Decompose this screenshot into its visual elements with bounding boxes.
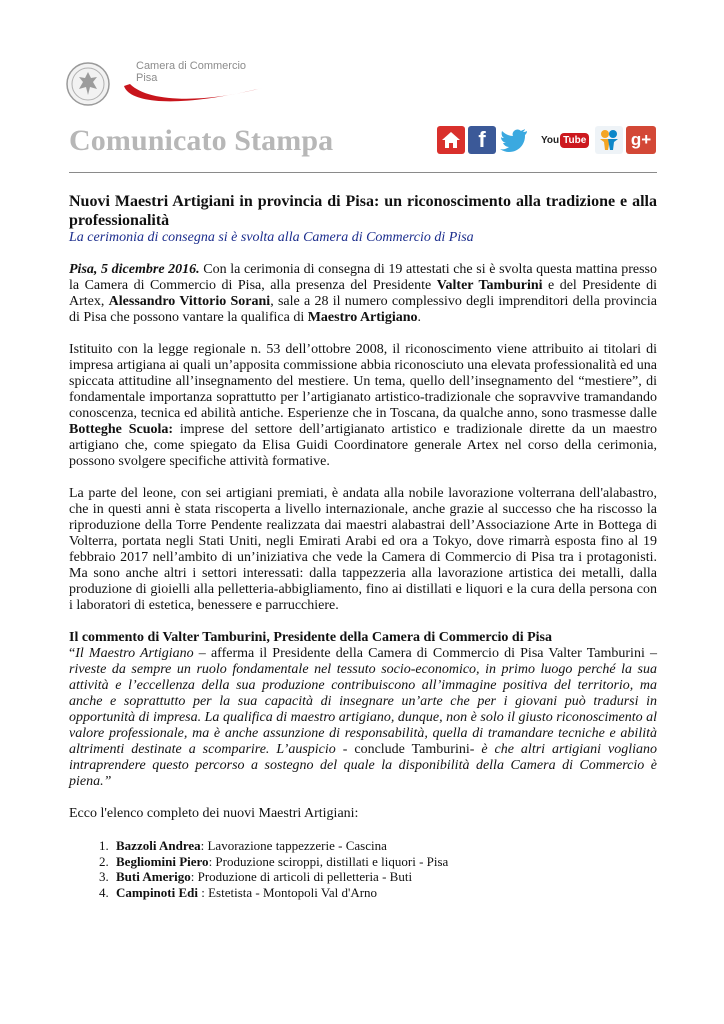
facebook-icon[interactable]	[468, 126, 496, 154]
paragraph-text: , sale a 28 il numero complessivo degli imprenditori della provincia di Pisa che possono vantare la qualifica di	[69, 294, 657, 325]
paragraph-intro	[69, 262, 657, 326]
quote-mark: “	[69, 646, 76, 661]
list-intro: Ecco l'elenco completo dei nuovi Maestri Artigiani:	[69, 806, 359, 821]
paragraph-text: e del Presidente di Artex,	[69, 278, 657, 309]
artisan-description: : Estetista - Montopoli Val d'Arno	[198, 884, 378, 900]
paragraph-text: Con la cerimonia di consegna di 19 attestati che si è svolta questa mattina presso la Camera di Commercio di Pisa, alla presenza del Presidente	[69, 262, 657, 293]
paragraph-text: Istituito con la legge regionale n. 53 dell’ottobre 2008, il riconoscimento viene attribuito ai titolari di impresa artigiana ai quali un’apposita commissione abbia riconosciuto una elevata professionalità ed una spiccata attitudine all’insegnamento del mestiere. Un tema, quello dell’insegnamento del “mestiere”, di fondamentale importanza soprattutto per l’artigianato artistico-tradizionale che sopravvive tramandando conoscenza, tecnica ed abilità antiche. Esperienze che in Toscana, da qualche anno, sono trasmesse dalle	[69, 342, 657, 421]
qualification-name: Maestro Artigiano	[307, 310, 418, 325]
artisan-name: Buti Amerigo	[116, 869, 191, 884]
youtube-label-tube: Tube	[560, 133, 589, 148]
quote-text: – riveste da sempre un ruolo fondamentale nel tessuto socio-economico, in primo luogo perché la sua attività e l’eccellenza della sua produzione contribuiscono all’immagine positiva del territorio, ma anche e soprattutto per la sua capacità di insegnare un’arte che per i giovani può tradursi in opportunità di impresa. La qualifica di maestro artigiano, dunque, non è solo il giusto riconoscimento al valore professionale, ma è anche assunzione di responsabilità, quella di tramandare tecniche e abilità altrimenti destinate a scomparire. L’auspicio	[69, 646, 657, 757]
googleplus-icon[interactable]	[626, 126, 656, 154]
list-item	[112, 885, 657, 901]
page-title: Comunicato Stampa	[69, 124, 334, 157]
list-item	[112, 854, 657, 870]
organization-name-line2: Pisa	[136, 72, 158, 84]
paragraph-alabaster: La parte del leone, con sei artigiani premiati, è andata alla nobile lavorazione volterrana dell'alabastro, che in questi anni è stata riscoperta a livello internazionale, anche grazie al successo che ha riscosso la riproduzione della Torre Pendente realizzata dai maestri alabastrai dell’Associazione Arte in Bottega di Volterra, portata negli Stati Uniti, negli Emirati Arabi ed ora a Tokyo, dove rimarrà esposta fino al 19 febbraio 2017 nell’ambito di un’iniziativa che vede la Camera di Commercio di Pisa tra i protagonisti. Ma sono anche altri i settori interessati: dalla tappezzeria alla lavorazione artistica dei metalli, dalla produzione di gioielli alla pelletteria-abbigliamento, fino ai distillati e liquori e la cura della persona con i laboratori di estetica, benessere e parrucchiere.	[69, 486, 657, 613]
home-icon[interactable]	[437, 126, 465, 154]
quote-text: Il Maestro Artigiano	[75, 646, 194, 661]
organization-name-line1: Camera di Commercio	[136, 60, 247, 72]
artex-president-name: Alessandro Vittorio Sorani	[108, 294, 271, 309]
list-item	[112, 869, 657, 885]
youtube-icon[interactable]	[539, 126, 591, 154]
social-links	[437, 126, 657, 156]
artisan-name: Bazzoli Andrea	[116, 838, 201, 853]
artisan-description: : Produzione di articoli di pelletteria - Buti	[190, 869, 413, 884]
quote-text: è che altri artigiani vogliano intraprendere questo percorso a sostegno del quale la disponibilità della Camera di Commercio è piena.”	[69, 742, 657, 789]
paragraph-text: .	[417, 310, 421, 325]
paragraph-text: imprese del settore dell’artigianato artistico e tradizionale dirette da un maestro artigiano che, come spiegato da Elisa Guidi Coordinatore generale Artex nel corso della cerimonia, possono svolgere specifiche attività formative.	[69, 422, 658, 469]
paragraph-law	[69, 342, 657, 470]
paragraph-text: – afferma il Presidente della Camera di Commercio di Pisa Valter Tamburini	[193, 646, 650, 661]
googleplus-label: g+	[630, 130, 652, 149]
artisan-name: Begliomini Piero	[116, 853, 209, 869]
logo-swoosh-icon	[120, 78, 266, 108]
botteghe-scuola-term: Botteghe Scuola:	[69, 422, 174, 437]
paragraph-text: - conclude Tamburini-	[335, 742, 482, 757]
headline: Nuovi Maestri Artigiani in provincia di Pisa: un riconoscimento alla tradizione e alla professionalità	[69, 193, 657, 229]
comment-heading: Il commento di Valter Tamburini, Presidente della Camera di Commercio di Pisa	[69, 630, 552, 645]
header-divider	[69, 172, 657, 173]
artisan-name: Campinoti Edi	[116, 884, 198, 900]
chamber-logo	[66, 60, 266, 112]
youtube-label: You	[541, 134, 560, 146]
dateline: Pisa, 5 dicembre 2016.	[69, 262, 200, 277]
press-release-body	[69, 192, 657, 900]
artisan-description: : Lavorazione tappezzerie - Cascina	[200, 838, 387, 853]
seal-icon	[66, 62, 110, 106]
slideshare-icon[interactable]	[595, 126, 623, 154]
paragraph-quote	[69, 646, 657, 790]
twitter-icon[interactable]	[499, 126, 529, 154]
facebook-label: f	[478, 127, 486, 152]
president-name: Valter Tamburini	[436, 278, 543, 293]
artisan-description: : Produzione sciroppi, distillati e liquori - Pisa	[208, 853, 449, 869]
artisans-list	[112, 838, 657, 900]
list-item	[112, 838, 657, 854]
subtitle: La cerimonia di consegna si è svolta alla Camera di Commercio di Pisa	[69, 230, 474, 245]
